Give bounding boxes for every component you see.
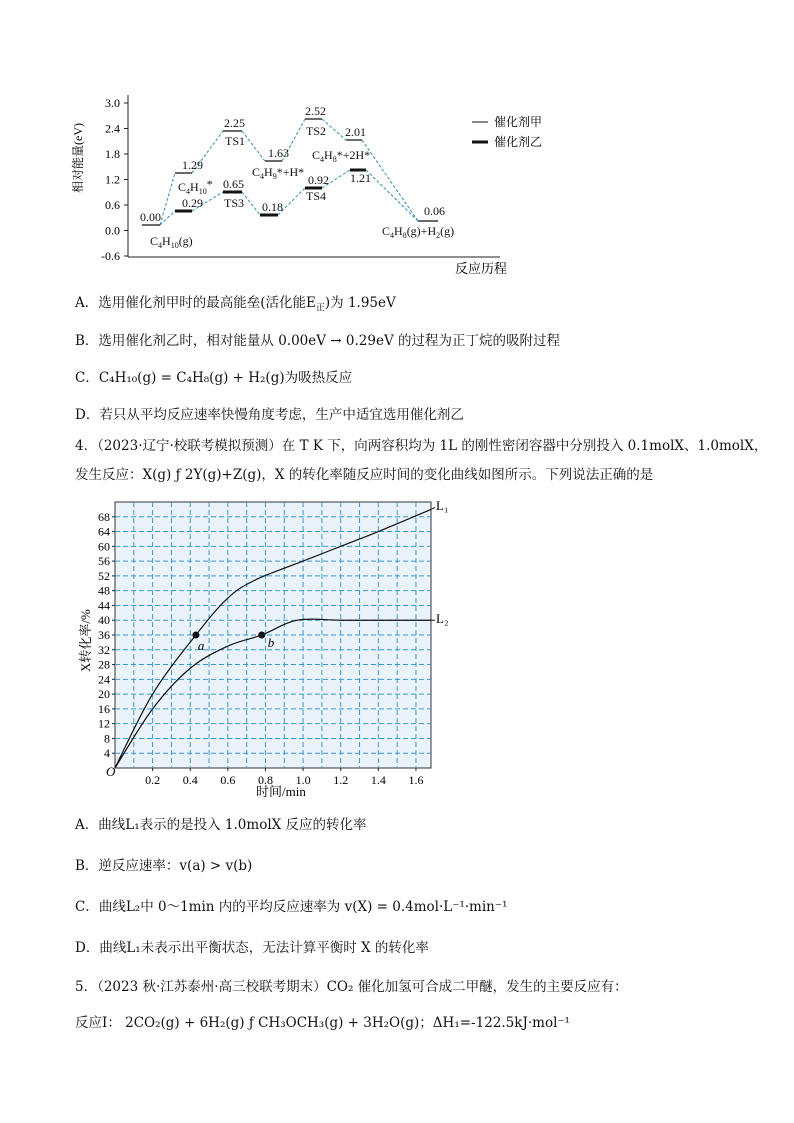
conversion-y-tick-label: 32: [98, 642, 110, 657]
energy-y-tick-label: 3.0: [105, 96, 120, 110]
conversion-x-axis-label: 时间/min: [256, 784, 306, 799]
energy-profile-chart: [60, 85, 580, 285]
energy-label: 0.65: [223, 177, 244, 191]
conversion-y-tick-label: 60: [98, 539, 110, 554]
energy-label: 0.00: [140, 210, 161, 224]
conversion-y-axis-label: X转化率/%: [78, 609, 93, 672]
q4-stem-line2: 发生反应：X(g) ƒ 2Y(g)+Z(g)，X 的转化率随反应时间的变化曲线如图所示。下列说法正确的是: [75, 467, 654, 483]
conversion-y-tick-label: 36: [98, 628, 110, 642]
species-label-ts2: TS2: [306, 124, 327, 138]
species-label-c4h10-ads: $C_4H_{10}*$: [178, 177, 213, 196]
energy-label: 1.63: [268, 146, 289, 160]
species-label-c4h8-ads: $C_4H_8*+2H*$: [312, 148, 371, 164]
species-label-ts1: TS1: [225, 134, 246, 148]
conversion-x-tick-label: 0.6: [220, 773, 236, 787]
q3-option-d: D．若只从平均反应速率快慢角度考虑，生产中适宜选用催化剂乙: [75, 407, 464, 423]
q5-stem: 5．（2023 秋·江苏泰州·高三校联考期末）CO₂ 催化加氢可合成二甲醚，发生的主要反应有：: [75, 979, 628, 995]
conversion-x-tick-label: 1.6: [408, 773, 424, 787]
curve-label-l2: L₂: [436, 611, 449, 626]
q4-option-d: D．曲线L₁未表示出平衡状态，无法计算平衡时 X 的转化率: [75, 940, 429, 956]
conversion-y-tick-label: 64: [98, 524, 110, 539]
q4-option-a: A．曲线L₁表示的是投入 1.0molX 反应的转化率: [75, 817, 367, 833]
point-b: [258, 632, 265, 639]
conversion-y-tick-label: 24: [98, 672, 110, 687]
legend-label-jia: 催化剂甲: [494, 115, 543, 129]
energy-label: 1.21: [350, 171, 371, 185]
energy-y-tick-label: 1.2: [105, 172, 120, 187]
q4-stem-line1: 4．（2023·辽宁·校联考模拟预测）在 T K 下，向两容积均为 1L 的刚性密闭容器中分别投入 0.1molX、1.0molX，: [75, 438, 768, 454]
species-label-c4h9: $C_4H_9*+H*$: [252, 165, 305, 181]
point-label-b: b: [267, 635, 275, 650]
conversion-x-tick-label: 1.4: [370, 773, 386, 787]
conversion-y-tick-label: 28: [98, 657, 110, 672]
conversion-x-tick-label: 0.2: [145, 773, 161, 787]
conversion-y-tick-label: 4: [104, 746, 110, 761]
conversion-x-tick-label: 0.8: [257, 773, 273, 787]
energy-label: 2.52: [305, 104, 326, 118]
energy-y-tick-label: 0.6: [105, 198, 120, 212]
energy-y-axis-label: 相对能量(eV): [71, 123, 85, 193]
conversion-y-tick-label: 12: [98, 716, 110, 731]
species-label-products: $C_4H_8(g)+H_2(g)$: [382, 224, 455, 240]
conversion-y-tick-label: 44: [98, 598, 110, 613]
conversion-y-tick-label: 16: [98, 701, 110, 716]
species-label-ts4: TS4: [306, 189, 327, 203]
conversion-y-tick-label: 52: [98, 568, 110, 583]
energy-label: 2.25: [224, 116, 245, 130]
conversion-y-tick-label: 56: [98, 554, 110, 569]
energy-x-axis-label: 反应历程: [455, 261, 508, 276]
energy-y-tick-label: 2.4: [105, 121, 120, 136]
conversion-y-tick-label: 20: [98, 687, 110, 702]
conversion-x-tick-label: 1.0: [295, 773, 311, 787]
energy-y-tick-label: -0.6: [101, 249, 120, 263]
energy-label: 0.18: [262, 200, 283, 214]
energy-label: 2.01: [345, 125, 366, 139]
conversion-y-tick-label: 48: [98, 583, 110, 598]
species-label-ts3: TS3: [224, 196, 245, 210]
energy-label: 0.92: [308, 173, 329, 187]
conversion-y-tick-label: 40: [98, 613, 110, 628]
conversion-chart: [70, 492, 470, 802]
energy-label: 0.06: [424, 204, 445, 218]
legend-label-yi: 催化剂乙: [494, 135, 543, 149]
q4-option-c: C．曲线L₂中 0～1min 内的平均反应速率为 v(X) = 0.4mol·L⁻¹·min⁻¹: [75, 899, 508, 915]
curve-label-l1: L₁: [436, 498, 449, 513]
q3-option-a: A．选用催化剂甲时的最高能垒(活化能$E_正$)为 1.95eV: [75, 295, 396, 314]
conversion-x-tick-label: 0.4: [182, 773, 198, 787]
q5-reaction-1: 反应Ⅰ： 2CO₂(g) + 6H₂(g) ƒ CH₃OCH₃(g) + 3H₂O(g)；ΔH₁=-122.5kJ·mol⁻¹: [75, 1015, 570, 1031]
energy-y-tick-label: 0.0: [105, 223, 120, 238]
energy-label: 0.29: [182, 196, 203, 210]
q4-option-b: B．逆反应速率：v(a) > v(b): [75, 858, 253, 874]
point-label-a: a: [197, 638, 205, 653]
energy-y-tick-label: 1.8: [105, 147, 120, 161]
q3-option-c: C．C₄H₁₀(g) = C₄H₈(g) + H₂(g)为吸热反应: [75, 370, 353, 386]
q3-option-b: B．选用催化剂乙时，相对能量从 0.00eV → 0.29eV 的过程为正丁烷的吸附过程: [75, 333, 560, 349]
curve-l1-leader: [431, 507, 435, 509]
energy-legend: [472, 114, 542, 149]
species-label-c4h10g: $C_4H_{10}(g)$: [150, 234, 193, 250]
conversion-origin: O: [106, 764, 116, 779]
conversion-y-tick-label: 68: [98, 509, 110, 524]
conversion-x-tick-label: 1.2: [333, 773, 349, 787]
conversion-y-tick-label: 8: [104, 731, 110, 746]
energy-label: 1.29: [182, 158, 203, 172]
